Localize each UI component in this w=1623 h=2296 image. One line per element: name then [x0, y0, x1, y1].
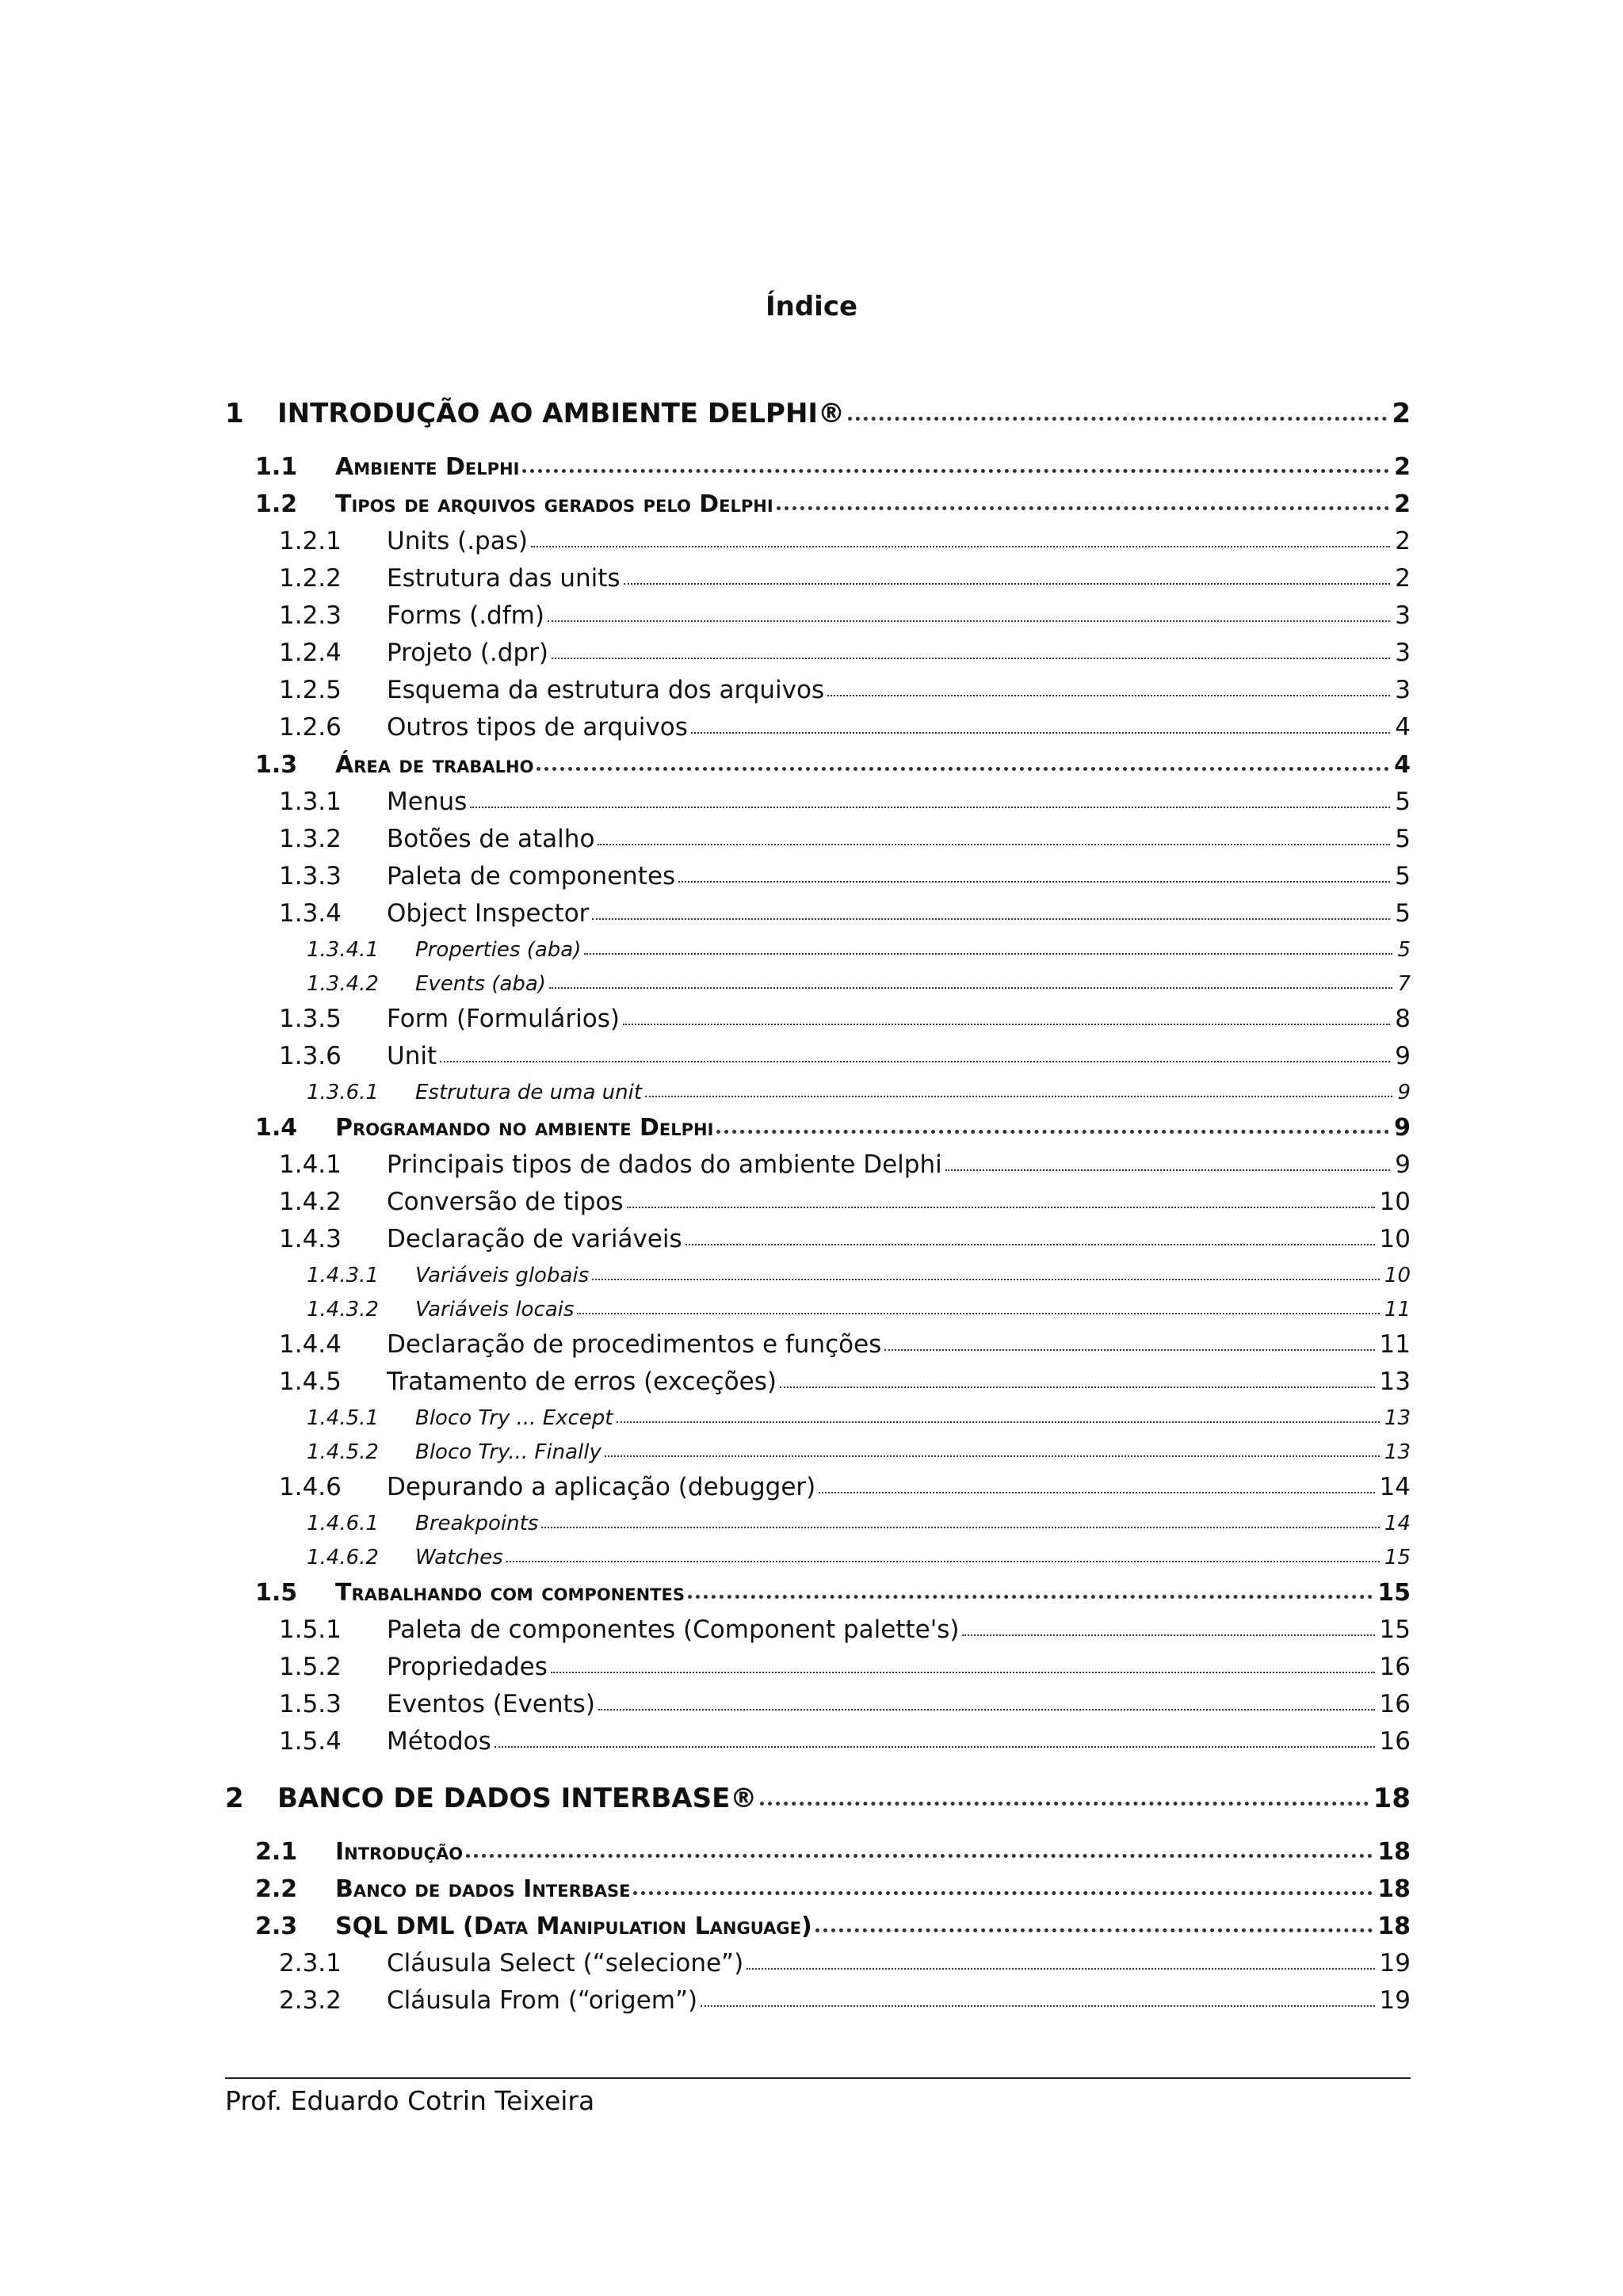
toc-entry-page: 11 [1379, 1330, 1411, 1359]
toc-entry-title: BANCO DE DADOS INTERBASE® [277, 1783, 758, 1814]
toc-entry-title: Breakpoints [415, 1512, 539, 1535]
toc-entry-title: Paleta de componentes [387, 862, 676, 891]
toc-entry-number: 1.4.1 [279, 1150, 342, 1179]
toc-dot-leader [848, 417, 1387, 421]
toc-entry-page: 14 [1379, 1473, 1411, 1501]
toc-entry-page: 5 [1397, 938, 1411, 962]
toc-entry-level-2[interactable] [225, 742, 1411, 779]
toc-entry-level-3[interactable] [225, 1359, 1411, 1396]
toc-entry-title: Menus [387, 788, 468, 816]
toc-entry-number: 1.4.5.2 [307, 1440, 379, 1464]
toc-entry-title: Properties (aba) [415, 938, 582, 962]
toc-entry-level-3[interactable] [225, 593, 1411, 630]
toc-entry-number: 1.2.4 [279, 639, 342, 667]
toc-dot-leader [623, 1024, 1390, 1025]
toc-dot-leader [549, 987, 1393, 989]
toc-dot-leader [531, 546, 1390, 547]
toc-entry-level-3[interactable] [225, 1607, 1411, 1644]
toc-entry-number: 1.2.1 [279, 527, 342, 555]
toc-entry-page: 13 [1384, 1406, 1411, 1430]
toc-entry-page: 15 [1377, 1579, 1411, 1607]
toc-entry-level-4[interactable] [225, 1535, 1411, 1569]
toc-entry-level-3[interactable] [225, 816, 1411, 853]
toc-entry-number: 1.1 [255, 453, 298, 481]
toc-entry-page: 2 [1392, 398, 1411, 429]
toc-entry-page: 7 [1397, 972, 1411, 996]
toc-entry-number: 1.4.3.2 [307, 1298, 379, 1322]
toc-dot-leader [440, 1061, 1390, 1062]
toc-entry-number: 1.4.4 [279, 1330, 342, 1359]
toc-dot-leader [760, 1802, 1368, 1806]
toc-entry-title: Depurando a aplicação (debugger) [387, 1473, 816, 1501]
toc-entry-level-3[interactable] [225, 667, 1411, 704]
toc-dot-leader [884, 1349, 1374, 1351]
toc-entry-number: 1.5 [255, 1579, 298, 1607]
toc-entry-page: 9 [1394, 1114, 1411, 1142]
toc-entry-number: 1.5.1 [279, 1615, 342, 1644]
toc-entry-title: Units (.pas) [387, 527, 528, 555]
toc-entry-number: 1.3.4.1 [307, 938, 379, 962]
toc-entry-page: 18 [1377, 1838, 1411, 1866]
toc-entry-level-3[interactable] [225, 1644, 1411, 1681]
toc-entry-number: 1.3.6 [279, 1042, 342, 1070]
toc-entry-level-3[interactable] [225, 1718, 1411, 1756]
toc-entry-level-3[interactable] [225, 779, 1411, 816]
toc-entry-page: 5 [1395, 899, 1411, 928]
toc-entry-number: 1.4.6.1 [307, 1512, 379, 1535]
toc-entry-page: 16 [1379, 1690, 1411, 1718]
toc-dot-leader [688, 1595, 1373, 1599]
toc-entry-title: Estrutura das units [387, 564, 621, 593]
toc-dot-leader [962, 1634, 1374, 1636]
toc-entry-page: 13 [1379, 1367, 1411, 1396]
page-title: Índice [765, 291, 858, 322]
toc-entry-number: 1.5.3 [279, 1690, 342, 1718]
toc-entry-page: 5 [1395, 788, 1411, 816]
toc-entry-title: Bloco Try... Finally [415, 1440, 601, 1464]
toc-entry-page: 2 [1394, 490, 1411, 518]
toc-dot-leader [537, 767, 1389, 771]
toc-entry-level-4[interactable] [225, 1501, 1411, 1535]
toc-entry-page: 18 [1377, 1913, 1411, 1940]
toc-entry-level-3[interactable] [225, 630, 1411, 667]
toc-entry-page: 9 [1395, 1150, 1411, 1179]
toc-entry-title: Banco de dados Interbase [335, 1875, 631, 1903]
toc-dot-leader [548, 620, 1390, 622]
toc-entry-page: 4 [1395, 713, 1411, 742]
toc-dot-leader [552, 658, 1390, 659]
toc-dot-leader [645, 1096, 1392, 1097]
toc-entry-number: 2.2 [255, 1875, 298, 1903]
toc-dot-leader [627, 1207, 1375, 1208]
toc-entry-number: 1.4 [255, 1114, 298, 1142]
toc-dot-leader [747, 1968, 1374, 1970]
toc-entry-level-3[interactable] [225, 1978, 1411, 2015]
toc-entry-title: Watches [415, 1546, 503, 1569]
toc-entry-number: 1.3.4 [279, 899, 342, 928]
toc-entry-title: Events (aba) [415, 972, 546, 996]
toc-entry-title: Paleta de componentes (Component palette's) [387, 1615, 960, 1644]
toc-entry-title: Estrutura de uma unit [415, 1081, 643, 1104]
toc-entry-page: 18 [1377, 1875, 1411, 1903]
toc-entry-title: Botões de atalho [387, 825, 595, 853]
toc-entry-title: Projeto (.dpr) [387, 639, 548, 667]
toc-entry-number: 1.2 [255, 490, 298, 518]
toc-entry-page: 19 [1379, 1949, 1411, 1978]
toc-dot-leader [777, 506, 1389, 510]
toc-entry-number: 1.4.3 [279, 1225, 342, 1253]
toc-entry-level-4[interactable] [225, 1396, 1411, 1430]
toc-dot-leader [522, 469, 1389, 473]
toc-dot-leader [780, 1386, 1375, 1388]
toc-dot-leader [827, 695, 1390, 696]
toc-entry-number: 1 [225, 398, 244, 429]
toc-dot-leader [815, 1928, 1373, 1932]
toc-entry-page: 15 [1384, 1546, 1411, 1569]
toc-entry-level-1[interactable] [225, 1762, 1411, 1814]
toc-entry-number: 2.3.1 [279, 1949, 342, 1978]
toc-entry-page: 2 [1394, 453, 1411, 481]
toc-entry-level-4[interactable] [225, 1287, 1411, 1322]
toc-entry-level-2[interactable] [225, 1569, 1411, 1607]
toc-entry-title: Conversão de tipos [387, 1188, 624, 1216]
toc-dot-leader [598, 844, 1390, 845]
toc-dot-leader [617, 1421, 1380, 1423]
toc-entry-number: 1.2.6 [279, 713, 342, 742]
toc-dot-leader [945, 1169, 1391, 1171]
toc-entry-title: Propriedades [387, 1653, 548, 1681]
toc-entry-page: 10 [1379, 1225, 1411, 1253]
toc-entry-title: Outros tipos de arquivos [387, 713, 688, 742]
toc-entry-title: Variáveis locais [415, 1298, 575, 1322]
toc-entry-level-3[interactable] [225, 1322, 1411, 1359]
toc-dot-leader [470, 807, 1390, 808]
toc-entry-level-3[interactable] [225, 1940, 1411, 1978]
toc-entry-level-4[interactable] [225, 1253, 1411, 1287]
toc-entry-number: 2.1 [255, 1838, 298, 1866]
toc-entry-title: Principais tipos de dados do ambiente Delphi [387, 1150, 942, 1179]
toc-entry-page: 8 [1395, 1005, 1411, 1033]
toc-entry-page: 9 [1397, 1081, 1411, 1104]
toc-entry-level-3[interactable] [225, 996, 1411, 1033]
toc-entry-page: 11 [1384, 1298, 1411, 1322]
toc-entry-page: 18 [1373, 1783, 1411, 1814]
toc-entry-number: 1.3 [255, 751, 298, 779]
toc-entry-number: 2.3.2 [279, 1986, 342, 2015]
toc-entry-page: 10 [1379, 1188, 1411, 1216]
toc-entry-page: 15 [1379, 1615, 1411, 1644]
toc-entry-level-3[interactable] [225, 1464, 1411, 1501]
toc-dot-leader [592, 918, 1390, 920]
toc-entry-title: Cláusula From (“origem”) [387, 1986, 698, 2015]
toc-entry-title: Tratamento de erros (exceções) [387, 1367, 777, 1396]
toc-entry-level-3[interactable] [225, 1142, 1411, 1179]
toc-entry-page: 3 [1395, 601, 1411, 630]
toc-entry-page: 3 [1395, 639, 1411, 667]
toc-entry-number: 1.3.1 [279, 788, 342, 816]
toc-entry-title: Eventos (Events) [387, 1690, 595, 1718]
toc-entry-number: 1.4.3.1 [307, 1264, 379, 1287]
toc-entry-page: 13 [1384, 1440, 1411, 1464]
toc-entry-number: 1.4.6.2 [307, 1546, 379, 1569]
toc-dot-leader [466, 1854, 1373, 1858]
toc-entry-page: 5 [1395, 862, 1411, 891]
toc-dot-leader [685, 1244, 1375, 1245]
toc-entry-level-2[interactable] [225, 444, 1411, 481]
toc-entry-number: 2 [225, 1783, 244, 1814]
toc-entry-title: SQL DML (Data Manipulation Language) [335, 1913, 812, 1940]
toc-entry-title: Declaração de variáveis [387, 1225, 682, 1253]
toc-entry-number: 1.4.6 [279, 1473, 342, 1501]
toc-entry-number: 1.5.4 [279, 1727, 342, 1756]
toc-dot-leader [577, 1313, 1379, 1314]
toc-entry-level-2[interactable] [225, 1104, 1411, 1142]
table-of-contents [225, 371, 1411, 2015]
toc-entry-level-3[interactable] [225, 1681, 1411, 1718]
toc-entry-level-3[interactable] [225, 1179, 1411, 1216]
toc-dot-leader [819, 1492, 1374, 1493]
toc-entry-level-3[interactable] [225, 518, 1411, 555]
toc-entry-level-3[interactable] [225, 891, 1411, 928]
toc-entry-title: Declaração de procedimentos e funções [387, 1330, 882, 1359]
toc-entry-title: Form (Formulários) [387, 1005, 620, 1033]
toc-entry-number: 1.4.5 [279, 1367, 342, 1396]
toc-entry-title: Trabalhando com componentes [335, 1579, 685, 1607]
toc-entry-page: 4 [1394, 751, 1411, 779]
toc-entry-level-3[interactable] [225, 1033, 1411, 1070]
toc-entry-title: Cláusula Select (“selecione”) [387, 1949, 744, 1978]
toc-dot-leader [495, 1746, 1375, 1748]
toc-entry-title: Área de trabalho [335, 751, 534, 779]
toc-dot-leader [506, 1561, 1380, 1562]
toc-entry-title: Variáveis globais [415, 1264, 590, 1287]
toc-entry-level-2[interactable] [225, 481, 1411, 518]
toc-dot-leader [691, 732, 1390, 734]
toc-dot-leader [551, 1672, 1375, 1673]
toc-dot-leader [584, 953, 1392, 955]
toc-entry-level-2[interactable] [225, 1829, 1411, 1866]
toc-entry-title: Unit [387, 1042, 437, 1070]
toc-entry-page: 14 [1384, 1512, 1411, 1535]
toc-dot-leader [701, 2005, 1374, 2007]
toc-entry-title: Bloco Try ... Except [415, 1406, 613, 1430]
toc-entry-page: 10 [1384, 1264, 1411, 1287]
toc-entry-level-2[interactable] [225, 1903, 1411, 1940]
toc-entry-level-3[interactable] [225, 1216, 1411, 1253]
toc-dot-leader [598, 1709, 1375, 1711]
toc-entry-page: 16 [1379, 1653, 1411, 1681]
toc-dot-leader [633, 1891, 1373, 1895]
toc-entry-page: 19 [1379, 1986, 1411, 2015]
toc-entry-number: 1.3.2 [279, 825, 342, 853]
toc-entry-number: 1.2.3 [279, 601, 342, 630]
toc-entry-title: Métodos [387, 1727, 491, 1756]
toc-entry-level-1[interactable] [225, 377, 1411, 429]
toc-entry-number: 1.3.5 [279, 1005, 342, 1033]
toc-dot-leader [716, 1130, 1389, 1134]
toc-entry-number: 1.3.3 [279, 862, 342, 891]
footer-author: Prof. Eduardo Cotrin Teixeira [225, 2085, 595, 2116]
toc-entry-level-3[interactable] [225, 555, 1411, 593]
toc-entry-title: Forms (.dfm) [387, 601, 544, 630]
toc-entry-level-2[interactable] [225, 1866, 1411, 1903]
toc-entry-title: Tipos de arquivos gerados pelo Delphi [335, 490, 773, 518]
toc-entry-title: Introdução [335, 1838, 464, 1866]
toc-entry-page: 5 [1395, 825, 1411, 853]
toc-entry-title: Ambiente Delphi [335, 453, 520, 481]
toc-dot-leader [592, 1279, 1380, 1280]
toc-entry-level-4[interactable] [225, 928, 1411, 962]
toc-entry-page: 9 [1395, 1042, 1411, 1070]
toc-entry-number: 1.3.6.1 [307, 1081, 379, 1104]
toc-entry-page: 2 [1395, 527, 1411, 555]
toc-entry-level-3[interactable] [225, 704, 1411, 742]
toc-entry-page: 16 [1379, 1727, 1411, 1756]
toc-entry-title: Object Inspector [387, 899, 590, 928]
toc-dot-leader [605, 1455, 1380, 1457]
toc-entry-level-4[interactable] [225, 962, 1411, 996]
toc-entry-number: 1.5.2 [279, 1653, 342, 1681]
toc-dot-leader [624, 583, 1391, 585]
toc-entry-title: Esquema da estrutura dos arquivos [387, 676, 825, 704]
toc-dot-leader [678, 881, 1390, 883]
toc-entry-number: 1.4.2 [279, 1188, 342, 1216]
toc-entry-level-4[interactable] [225, 1430, 1411, 1464]
footer-divider [225, 2077, 1411, 2079]
toc-entry-level-3[interactable] [225, 853, 1411, 891]
toc-entry-page: 2 [1395, 564, 1411, 593]
toc-entry-page: 3 [1395, 676, 1411, 704]
toc-entry-title: INTRODUÇÃO AO AMBIENTE DELPHI® [277, 398, 846, 429]
toc-dot-leader [541, 1527, 1380, 1528]
toc-entry-level-4[interactable] [225, 1070, 1411, 1104]
toc-entry-number: 2.3 [255, 1913, 298, 1940]
toc-entry-number: 1.2.5 [279, 676, 342, 704]
toc-entry-number: 1.3.4.2 [307, 972, 379, 996]
toc-entry-title: Programando no ambiente Delphi [335, 1114, 714, 1142]
toc-entry-number: 1.4.5.1 [307, 1406, 379, 1430]
toc-entry-number: 1.2.2 [279, 564, 342, 593]
